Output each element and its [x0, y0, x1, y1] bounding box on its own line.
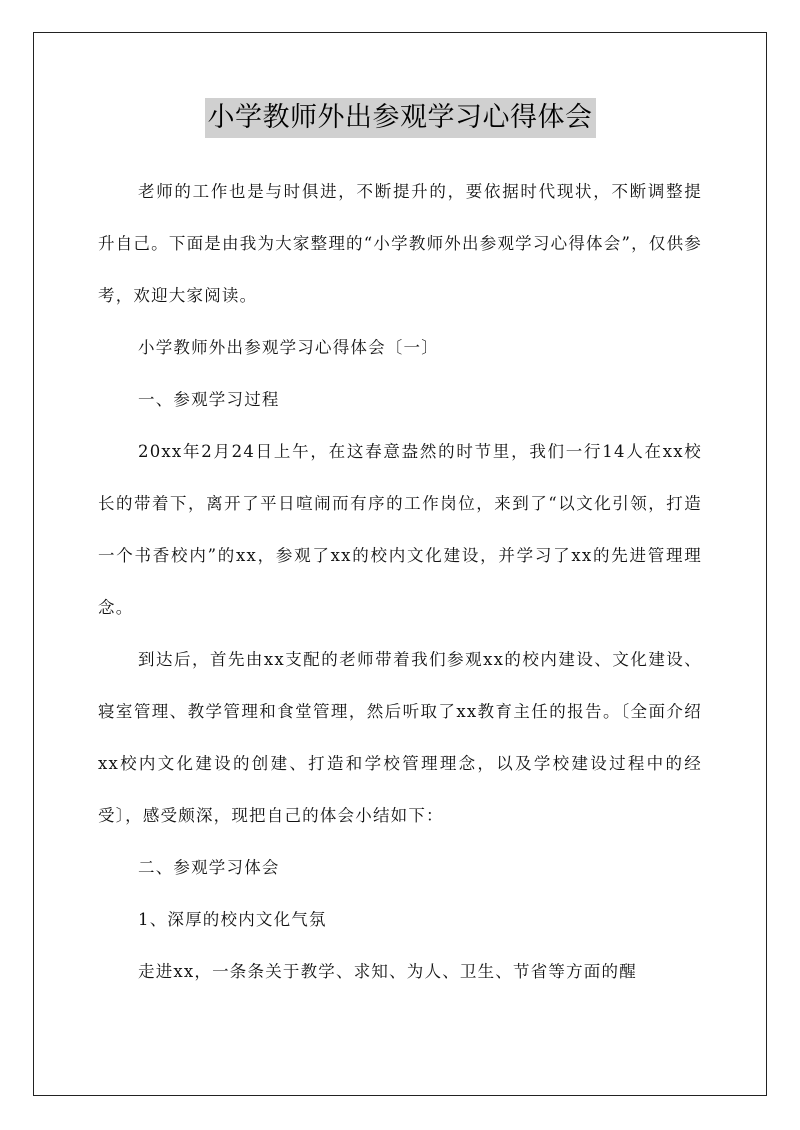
intro-paragraph: 老师的工作也是与时俱进，不断提升的，要依据时代现状，不断调整提升自己。下面是由我为大家整理的“小学教师外出参观学习心得体会”，仅供参考，欢迎大家阅读。	[98, 182, 702, 305]
body-paragraph-entering: 走进xx，一条条关于教学、求知、为人、卫生、节省等方面的醒	[138, 962, 637, 981]
title-wrap	[0, 98, 800, 138]
document-body	[98, 166, 702, 998]
section-heading-experience: 二、参观学习体会	[138, 858, 280, 877]
section-heading-part-one: 小学教师外出参观学习心得体会〔一〕	[138, 338, 439, 357]
document-title: 小学教师外出参观学习心得体会	[205, 98, 596, 138]
section-heading-process: 一、参观学习过程	[138, 390, 280, 409]
subheading-culture: 1、深厚的校内文化气氛	[138, 910, 327, 929]
body-paragraph-arrival: 到达后，首先由xx支配的老师带着我们参观xx的校内建设、文化建设、寝室管理、教学管理和食堂管理，然后听取了xx教育主任的报告。〔全面介绍xx校内文化建设的创建、打造和学校管理理念，以及学校建设过程中的经受〕，感受颇深，现把自己的体会小结如下：	[98, 650, 702, 825]
body-paragraph-visit: 20xx年2月24日上午，在这春意盎然的时节里，我们一行14人在xx校长的带着下，离开了平日喧闹而有序的工作岗位，来到了“以文化引领，打造一个书香校内”的xx，参观了xx的校内文化建设，并学习了xx的先进管理理念。	[98, 442, 702, 617]
